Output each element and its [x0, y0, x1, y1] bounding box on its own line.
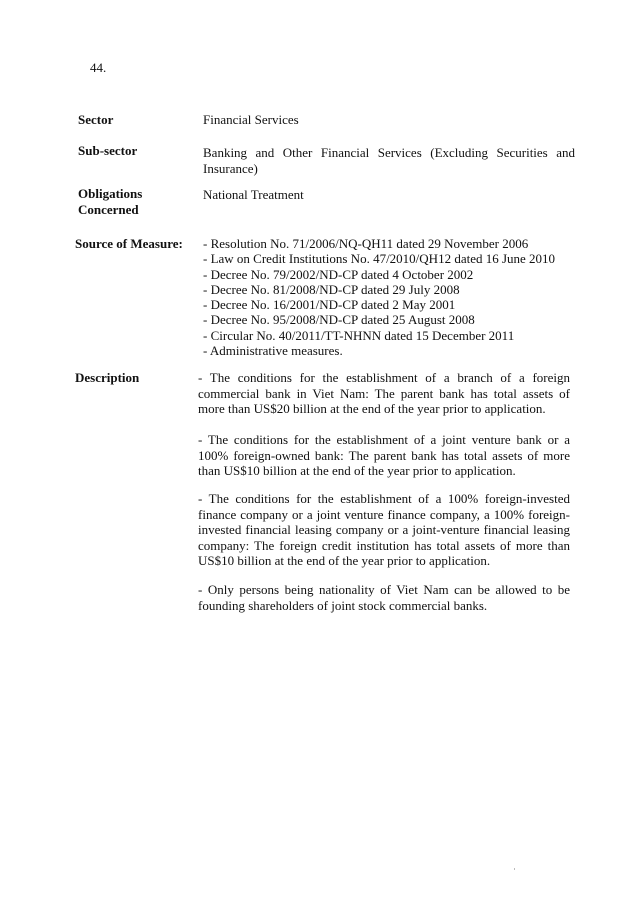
description-paragraph: - Only persons being nationality of Viet Nam can be allowed to be founding shareholders of joint stock commercial banks.	[198, 582, 570, 613]
sector-label: Sector	[78, 112, 114, 127]
obligations-value: National Treatment	[203, 187, 304, 202]
description-label: Description	[75, 370, 140, 385]
sub-sector-value: Banking and Other Financial Services (Excluding Securities and Insurance)	[203, 145, 575, 176]
scan-speck	[514, 868, 515, 870]
source-of-measure-label: Source of Measure:	[75, 236, 183, 251]
measure-item: - Decree No. 81/2008/ND-CP dated 29 July 2008	[203, 281, 460, 297]
obligations-label-line1: Obligations	[78, 186, 143, 201]
measure-item: - Resolution No. 71/2006/NQ-QH11 dated 29 November 2006	[203, 236, 529, 251]
measure-item: - Decree No. 16/2001/ND-CP dated 2 May 2001	[203, 297, 456, 313]
description-paragraph: - The conditions for the establishment of a joint venture bank or a 100% foreign-owned bank: The parent bank has total assets of more than US$10 billion at the end of the year prior to application.	[198, 432, 570, 478]
measure-item: - Administrative measures.	[203, 343, 343, 359]
page-number: 44.	[90, 60, 107, 75]
description-paragraph: - The conditions for the establishment of a 100% foreign-invested finance company or a joint venture finance company, a 100% foreign-invested financial leasing company or a joint-venture financial leasing company: The foreign credit institution has total assets of more than US$10 billion at the end of the year prior to application.	[198, 491, 570, 568]
sub-sector-label: Sub-sector	[78, 143, 138, 158]
measure-item: - Circular No. 40/2011/TT-NHNN dated 15 December 2011	[203, 327, 515, 343]
obligations-label-line2: Concerned	[78, 202, 139, 217]
sector-value: Financial Services	[203, 112, 299, 127]
source-of-measure-list	[203, 236, 555, 358]
measure-item: - Decree No. 79/2002/ND-CP dated 4 October 2002	[203, 266, 474, 282]
measure-item: - Law on Credit Institutions No. 47/2010/QH12 dated 16 June 2010	[203, 251, 556, 267]
description-paragraph: - The conditions for the establishment of a branch of a foreign commercial bank in Viet Nam: The parent bank has total assets of more than US$20 billion at the end of the year prior to application.	[198, 370, 570, 416]
measure-item: - Decree No. 95/2008/ND-CP dated 25 August 2008	[203, 312, 475, 328]
